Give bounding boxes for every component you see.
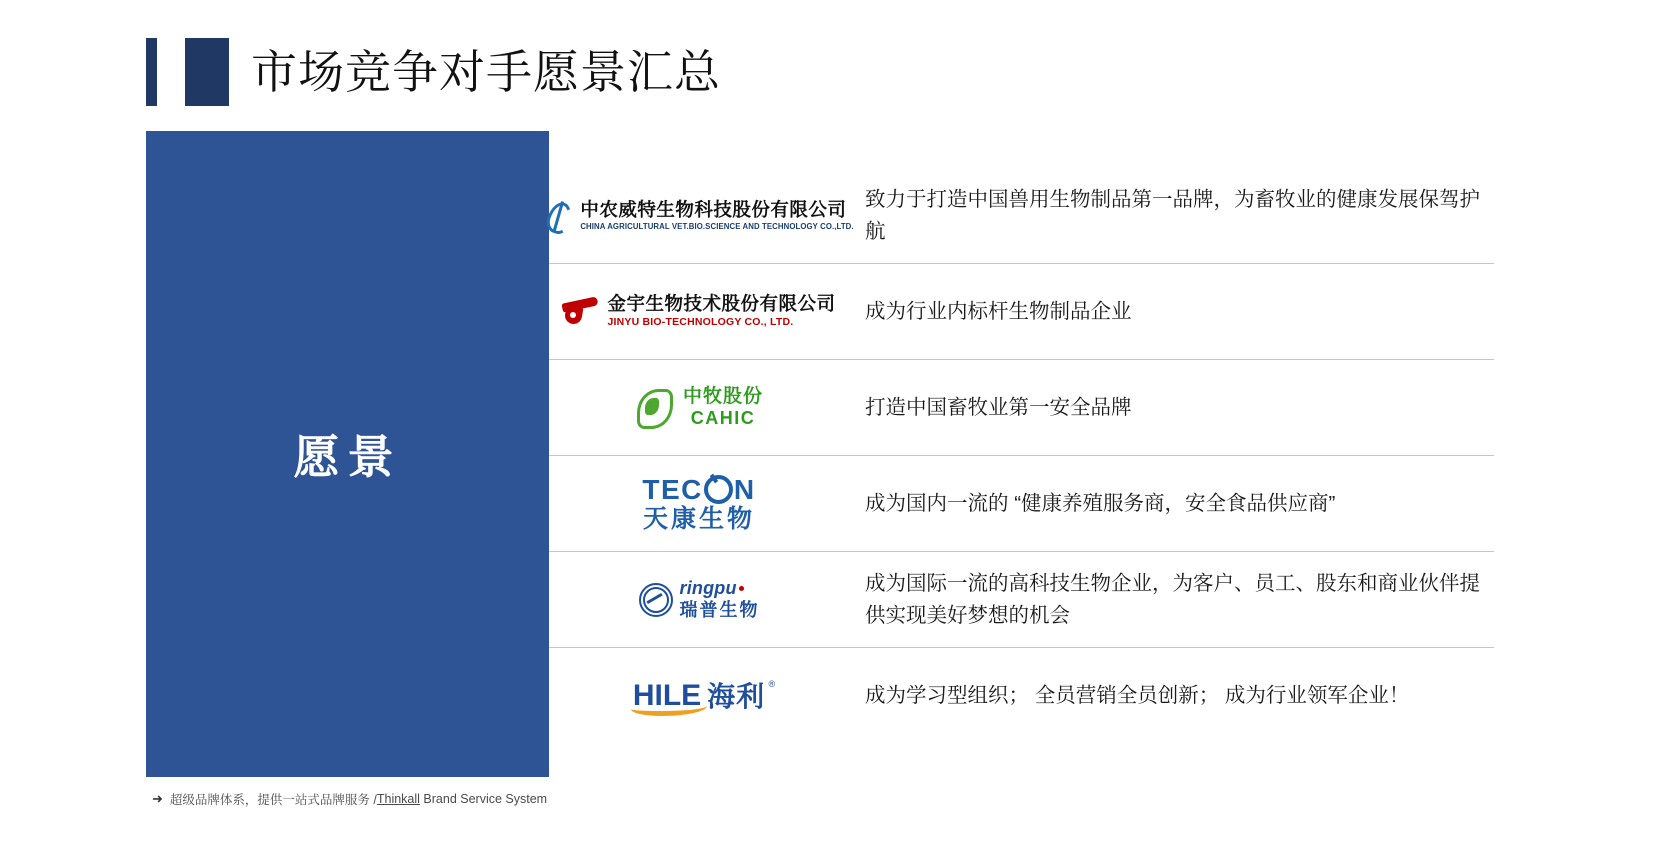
hile-logo-en-text: HILE: [632, 679, 702, 712]
vision-text: 致力于打造中国兽用生物制品第一品牌，为畜牧业的健康发展保驾护航: [865, 187, 1480, 243]
ringpu-dot-icon: [739, 586, 744, 591]
ringpu-logo: [639, 579, 760, 621]
jinyu-flame-icon: [562, 295, 600, 327]
ringpu-ring-icon: [639, 583, 673, 617]
table-row: [549, 264, 1494, 360]
cahic-logo-en: CAHIC: [690, 408, 756, 429]
jinyu-logo-en: JINYU BIO-TECHNOLOGY CO., LTD.: [607, 316, 794, 329]
page-title: 市场竞争对手愿景汇总: [251, 46, 721, 98]
cavet-mark-icon: [544, 200, 574, 232]
table-row: [549, 552, 1494, 648]
cavet-logo-cn: 中农威特生物科技股份有限公司: [580, 198, 847, 220]
jinyu-logo: [562, 294, 835, 329]
tecon-logo: [642, 475, 755, 532]
tecon-logo-cn: 天康生物: [642, 504, 755, 533]
table-row: [549, 360, 1494, 456]
tecon-logo-en: TEC N: [642, 474, 756, 506]
cahic-leaf-icon: [635, 387, 675, 427]
table-row: [549, 456, 1494, 552]
cahic-logo: [635, 387, 763, 428]
cavet-logo: [544, 200, 853, 232]
hile-swoosh-icon: [631, 699, 707, 716]
footer-brand-suffix: Brand Service System: [423, 792, 548, 806]
logo-cell: [549, 675, 849, 717]
cahic-logo-cn: 中牧股份: [682, 386, 763, 408]
hile-logo: [632, 679, 777, 712]
footer: [152, 790, 547, 808]
title-accent-bar-thick: [185, 38, 229, 106]
vision-text: 成为国内一流的 “健康养殖服务商，安全食品供应商”: [865, 491, 1336, 515]
logo-cell: [549, 194, 854, 238]
left-category-label: 愿景: [293, 431, 402, 483]
footer-cn-text: 超级品牌体系，提供一站式品牌服务 /: [169, 793, 377, 807]
table-row: [549, 648, 1494, 744]
hile-logo-en: [633, 681, 701, 711]
slide-title-row: [146, 38, 721, 106]
left-category-panel: [146, 131, 549, 777]
footer-en-text: [377, 792, 547, 806]
hile-logo-cn: 海利: [707, 681, 766, 712]
hile-logo-cn-wrap: [707, 679, 777, 712]
arrow-right-icon: ➜: [152, 791, 163, 806]
ringpu-logo-cn: 瑞普生物: [679, 599, 760, 620]
jinyu-logo-cn: 金宇生物技术股份有限公司: [607, 293, 836, 315]
title-accent-bar-thin: [146, 38, 157, 106]
footer-brand-name: Thinkall: [376, 792, 420, 806]
competitor-vision-table: [549, 168, 1494, 744]
ringpu-logo-en: [680, 579, 760, 599]
vision-text: 成为学习型组织； 全员营销全员创新； 成为行业领军企业！: [865, 684, 1410, 708]
logo-cell: [549, 469, 849, 538]
vision-text: 成为行业内标杆生物制品企业: [865, 299, 1132, 323]
logo-cell: [549, 573, 849, 627]
tecon-o-icon: [704, 475, 733, 504]
vision-text: 成为国际一流的高科技生物企业，为客户、员工、股东和商业伙伴提供实现美好梦想的机会: [865, 571, 1480, 627]
ringpu-logo-en-text: ringpu: [679, 577, 737, 598]
vision-text: 打造中国畜牧业第一安全品牌: [865, 395, 1132, 419]
registered-trademark-icon: ®: [768, 679, 777, 689]
cavet-logo-en: CHINA AGRICULTURAL VET.BIO.SCIENCE AND TECHNOLOGY CO.,LTD.: [580, 221, 854, 231]
table-row: [549, 168, 1494, 264]
logo-cell: [549, 381, 849, 434]
logo-cell: [549, 288, 849, 335]
